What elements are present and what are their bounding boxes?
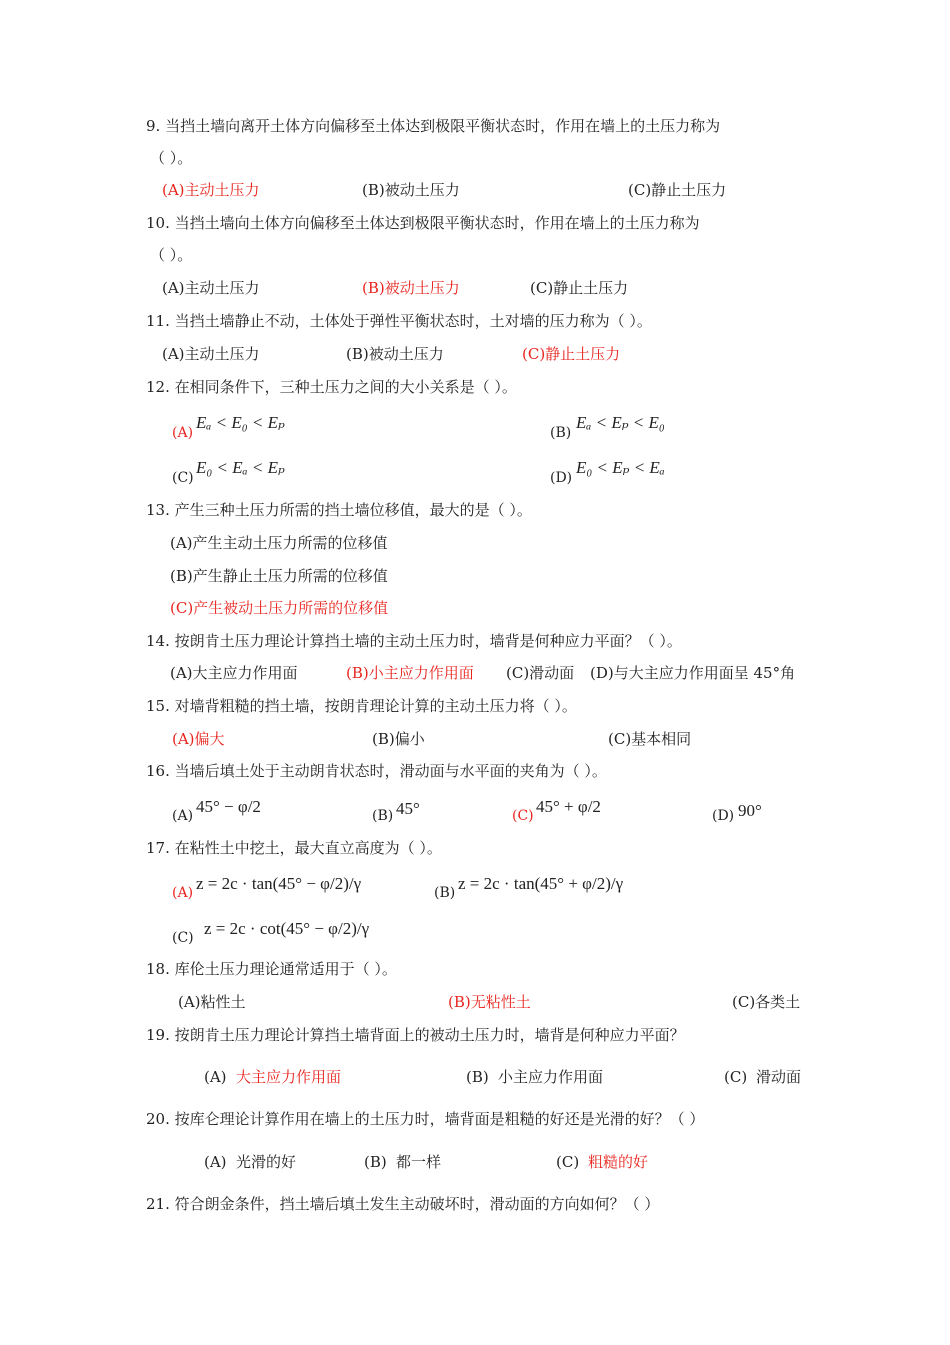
q13-option-b: (B)产生静止土压力所需的位移值 — [170, 567, 388, 585]
q12-option-b-label: (B) — [550, 425, 572, 441]
q12-option-d-label: (D) — [550, 470, 573, 486]
q19-option-c: 滑动面 — [756, 1068, 802, 1086]
q19-option-a-answer: 大主应力作用面 — [236, 1068, 342, 1086]
q10-blank: （ ）。 — [150, 246, 193, 264]
q19-option-c-label: (C) — [724, 1068, 748, 1086]
q20-option-c-answer: 粗糙的好 — [588, 1153, 649, 1171]
q14-stem: 14. 按朗肯土压力理论计算挡土墙的主动土压力时，墙背是何种应力平面？（ ）。 — [146, 632, 682, 650]
q11-stem: 11. 当挡土墙静止不动，土体处于弹性平衡状态时，土对墙的压力称为（ ）。 — [146, 312, 652, 330]
q12-option-d-formula: E₀ < Eₚ < Eₐ — [576, 458, 665, 477]
q19-option-b-label: (B) — [466, 1068, 489, 1086]
q9-option-b: (B)被动土压力 — [362, 181, 460, 199]
q19-option-b: 小主应力作用面 — [498, 1068, 604, 1086]
q10-option-b-answer: (B)被动土压力 — [362, 279, 460, 297]
q15-option-b: (B)偏小 — [372, 730, 425, 748]
q21-stem: 21. 符合朗金条件，挡土墙后填土发生主动破坏时，滑动面的方向如何？（ ） — [146, 1195, 660, 1213]
q16-option-a-label: (A) — [172, 808, 194, 824]
q16-option-b-label: (B) — [372, 808, 394, 824]
q20-stem: 20. 按库仑理论计算作用在墙上的土压力时，墙背面是粗糙的好还是光滑的好？（ ） — [146, 1110, 705, 1128]
q9-blank: （ ）。 — [150, 149, 193, 167]
q18-stem: 18. 库伦土压力理论通常适用于（ ）。 — [146, 960, 397, 978]
q12-option-b-formula: Eₐ < Eₚ < E₀ — [576, 413, 665, 432]
q17-option-a-label-answer: (A) — [172, 885, 194, 901]
q13-option-a: (A)产生主动土压力所需的位移值 — [170, 534, 388, 552]
q9-option-a-answer: (A)主动土压力 — [162, 181, 260, 199]
q15-stem: 15. 对墙背粗糙的挡土墙，按朗肯理论计算的主动土压力将（ ）。 — [146, 697, 577, 715]
q16-option-c-formula: 45° + φ/2 — [536, 797, 601, 816]
q12-option-a-formula: Eₐ < E₀ < Eₚ — [196, 413, 285, 432]
q14-option-d: (D)与大主应力作用面呈 45°角 — [590, 664, 796, 682]
q16-option-d-label: (D) — [712, 808, 735, 824]
q18-option-a: (A)粘性土 — [178, 993, 246, 1011]
q16-stem: 16. 当墙后填土处于主动朗肯状态时，滑动面与水平面的夹角为（ ）。 — [146, 762, 607, 780]
q15-option-c: (C)基本相同 — [608, 730, 692, 748]
q12-option-a-label: (A) — [172, 425, 194, 441]
q18-option-b-answer: (B)无粘性土 — [448, 993, 531, 1011]
q13-option-c-answer: (C)产生被动土压力所需的位移值 — [170, 599, 389, 617]
q20-option-c-label: (C) — [556, 1153, 580, 1171]
q11-option-c-answer: (C)静止土压力 — [522, 345, 621, 363]
q10-option-c: (C)静止土压力 — [530, 279, 629, 297]
q17-option-b-formula: z = 2c · tan(45° + φ/2)/γ — [458, 874, 624, 893]
q10-option-a: (A)主动土压力 — [162, 279, 260, 297]
q16-option-d-formula: 90° — [738, 801, 762, 820]
q20-option-b: 都一样 — [396, 1153, 442, 1171]
q11-option-a: (A)主动土压力 — [162, 345, 260, 363]
q19-option-a-label: (A) — [204, 1068, 227, 1086]
q10-stem: 10. 当挡土墙向土体方向偏移至土体达到极限平衡状态时，作用在墙上的土压力称为 — [146, 214, 700, 232]
q15-option-a-answer: (A)偏大 — [172, 730, 225, 748]
q20-option-a-label: (A) — [204, 1153, 227, 1171]
q13-stem: 13. 产生三种土压力所需的挡土墙位移值，最大的是（ ）。 — [146, 501, 532, 519]
q12-option-c-formula: E₀ < Eₐ < Eₚ — [196, 458, 285, 477]
q9-stem: 9. 当挡土墙向离开土体方向偏移至土体达到极限平衡状态时，作用在墙上的土压力称为 — [146, 117, 721, 135]
q20-option-b-label: (B) — [364, 1153, 387, 1171]
q11-option-b: (B)被动土压力 — [346, 345, 444, 363]
q14-option-c: (C)滑动面 — [506, 664, 575, 682]
q16-option-b-formula: 45° — [396, 799, 420, 818]
q16-option-a-formula: 45° − φ/2 — [196, 797, 261, 816]
q14-option-b-answer: (B)小主应力作用面 — [346, 664, 474, 682]
q19-stem: 19. 按朗肯土压力理论计算挡土墙背面上的被动土压力时，墙背是何种应力平面？ — [146, 1026, 685, 1044]
q16-option-c-label-answer: (C) — [512, 808, 534, 824]
q17-option-a-formula: z = 2c · tan(45° − φ/2)/γ — [196, 874, 362, 893]
q17-stem: 17. 在粘性土中挖土，最大直立高度为（ ）。 — [146, 839, 442, 857]
q20-option-a: 光滑的好 — [236, 1153, 297, 1171]
q17-option-b-label: (B) — [434, 885, 456, 901]
q17-option-c-formula: z = 2c · cot(45° − φ/2)/γ — [204, 919, 370, 938]
q9-option-c: (C)静止土压力 — [628, 181, 727, 199]
q12-stem: 12. 在相同条件下，三种土压力之间的大小关系是（ ）。 — [146, 378, 517, 396]
q17-option-c-label: (C) — [172, 930, 194, 946]
q14-option-a: (A)大主应力作用面 — [170, 664, 298, 682]
q18-option-c: (C)各类土 — [732, 993, 801, 1011]
q12-option-c-label: (C) — [172, 470, 194, 486]
